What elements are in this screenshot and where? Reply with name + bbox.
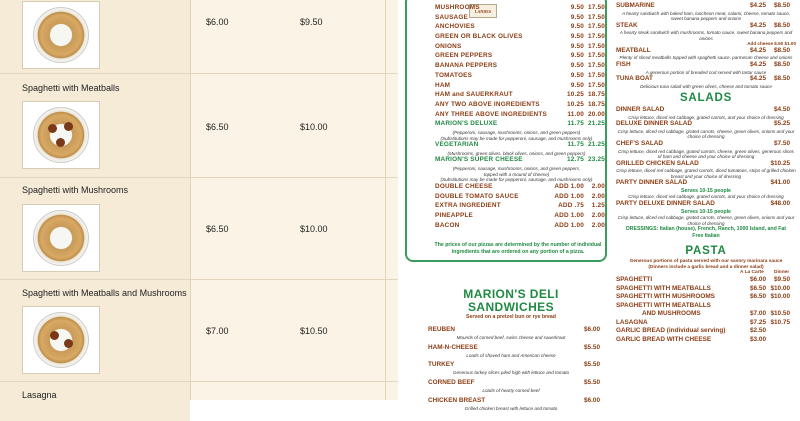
- item-description: Crisp lettuce, diced red cabbage, grated carrots, cheese, green olives, onions and your choice of dressing: [617, 215, 795, 226]
- name-cell: [0, 382, 190, 421]
- menu-item: TOMATOES 9.50 17.50: [435, 71, 605, 79]
- table-row: [0, 73, 398, 177]
- addon-item: BACON ADD 1.00 2.00: [435, 221, 605, 229]
- table-row: [0, 177, 398, 279]
- sub-item: FISH $4.25 $8.50: [616, 61, 790, 69]
- addon-item: DOUBLE CHEESE ADD 1.00 2.00: [435, 182, 605, 190]
- spaghetti-photo[interactable]: [22, 1, 100, 69]
- pasta-item: SPAGHETTI WITH MUSHROOMS $6.50 $10.00: [616, 293, 790, 301]
- item-description: Delicious tuna salad with green olives, cheese and tomato sauce: [640, 83, 772, 89]
- sub-item: STEAK $4.25 $8.50: [616, 21, 790, 29]
- addon-item: EXTRA INGREDIENT ADD .75 1.25: [435, 202, 605, 210]
- menu-item: ANCHOVIES 9.50 17.50: [435, 23, 605, 31]
- item-description: Mounds of corned beef, swiss cheese and sauerkraut: [456, 335, 566, 340]
- menu-item-super-cheese: MARION'S SUPER CHEESE 12.75 23.25: [435, 156, 605, 164]
- dish-icon: [33, 7, 89, 63]
- menu-image: [400, 0, 800, 411]
- dish-icon: [33, 210, 89, 266]
- sub-item: MEATBALL $4.25 $8.50: [616, 46, 790, 54]
- item-description: (Pepperoni, sausage, mushrooms, onions, and green peppers): [452, 129, 581, 135]
- table-row: [0, 381, 398, 421]
- menu-item: ONIONS 9.50 17.50: [435, 42, 605, 50]
- logo: LANDES: [469, 4, 497, 18]
- salad-item: DELUXE DINNER SALAD $5.25: [616, 120, 790, 128]
- item-name: Spaghetti with Meatballs: [22, 83, 120, 93]
- addon-item: PINEAPPLE ADD 1.00 2.00: [435, 211, 605, 219]
- pasta-item: LASAGNA $7.25 $10.75: [616, 318, 790, 326]
- item-description: Loads of hearty corned beef: [482, 388, 540, 394]
- item-description: (Pepperoni, sausage, mushrooms, onions, and green peppers,: [452, 166, 581, 172]
- menu-item: ANY THREE ABOVE INGREDIENTS 11.00 20.00: [435, 110, 605, 118]
- deli-subtitle: Served on a pretzel bun or rye bread: [466, 314, 556, 320]
- item-description: A hearty steak sandwich with mushrooms, tomato sauce, sweet banana peppers and onions: [619, 30, 793, 41]
- table-row: [0, 0, 398, 73]
- item-description: topped with a mound of cheese): [483, 171, 550, 177]
- menu-item: BANANA PEPPERS 9.50 17.50: [435, 62, 605, 70]
- pasta-item: GARLIC BREAD (individual serving) $2.50: [616, 327, 766, 335]
- salad-item: CHEF'S SALAD $7.50: [616, 140, 790, 148]
- item-name: Lasagna: [22, 390, 57, 400]
- right-column: [614, 0, 800, 400]
- salad-item: GRILLED CHICKEN SALAD $10.25: [616, 159, 790, 167]
- spaghetti-meatballs-photo[interactable]: [22, 101, 100, 169]
- deli-item: CORNED BEEF $5.50: [428, 379, 600, 387]
- item-extra: Add cheese $.50 $1.00: [747, 41, 796, 47]
- spaghetti-mushrooms-photo[interactable]: [22, 204, 100, 272]
- price-large: $9.50: [300, 17, 323, 27]
- deli-section: [422, 288, 600, 414]
- item-description: Generous turkey slices piled high with lettuce and tomato: [452, 370, 570, 376]
- serves-note: Serves 10-15 people: [681, 187, 731, 194]
- item-name: Spaghetti with Meatballs and Mushrooms: [22, 288, 187, 298]
- table-row: [0, 279, 398, 381]
- item-description: Crisp lettuce, diced red cabbage, grated carrots, cheese, green olives, generous slices of ham and cheese and your choice of dressing: [618, 148, 794, 160]
- pasta-column-headers: A La Carte Dinner: [740, 270, 790, 276]
- price-large: $10.00: [300, 122, 328, 132]
- salad-item: DINNER SALAD $4.50: [616, 106, 790, 114]
- menu-table: [0, 0, 398, 400]
- item-description: Crisp lettuce, diced red cabbage, grated carrots, and your choice of dressing: [628, 194, 784, 200]
- pasta-subtitle: Generous portions of pasta served with our savory marinara sauce: [629, 259, 783, 265]
- item-description: (Substitutions may be made for pepperoni, sausage, and mushrooms only): [440, 135, 593, 141]
- item-description: Loads of shaved ham and American cheese: [466, 352, 556, 358]
- serves-note: Serves 10-15 people: [681, 208, 731, 215]
- price-large: $10.00: [300, 224, 328, 234]
- price-small: $7.00: [206, 326, 229, 336]
- deli-title-line1: MARION'S DELI: [463, 287, 559, 301]
- item-name: Spaghetti with Mushrooms: [22, 185, 129, 195]
- salad-item: PARTY DELUXE DINNER SALAD $48.00: [616, 200, 790, 207]
- dressings-note: DRESSINGS: Italian (house), French, Ranch, 1000 Island, and Fat Free Italian: [626, 226, 786, 239]
- menu-item-vegetarian: VEGETARIAN 11.75 21.25: [435, 141, 605, 149]
- pasta-item: SPAGHETTI WITH MEATBALLS $6.50 $10.00: [616, 284, 790, 292]
- sub-item: SUBMARINE $4.25 $8.50: [616, 2, 790, 9]
- spaghetti-meatballs-mushrooms-photo[interactable]: [22, 306, 100, 374]
- price-small: $6.50: [206, 122, 229, 132]
- pasta-item: AND MUSHROOMS $7.00 $10.50: [642, 310, 790, 318]
- item-description: Grilled chicken breast with lettuce and tomato: [464, 405, 558, 411]
- pasta-item: GARLIC BREAD WITH CHEESE $3.00: [616, 335, 766, 343]
- item-description: (Mushrooms, green olives, black olives, onions, and green peppers): [447, 150, 586, 156]
- pasta-item: SPAGHETTI WITH MEATBALLS: [616, 301, 711, 309]
- deli-item: CHICKEN BREAST $6.00: [428, 396, 600, 404]
- menu-item: SAUSAGE 9.50 17.50: [435, 13, 605, 21]
- deli-item: HAM-N-CHEESE $5.50: [428, 343, 600, 351]
- deli-item: TURKEY $5.50: [428, 361, 600, 369]
- salads-title: SALADS: [679, 92, 733, 105]
- item-description: (Substitutions may be made for pepperoni, sausage, and mushrooms only): [440, 177, 593, 183]
- dish-icon: [33, 107, 89, 163]
- menu-item: GREEN OR BLACK OLIVES 9.50 17.50: [435, 33, 605, 41]
- item-description: Crisp lettuce, diced red cabbage, grated carrots, cheese, green olives, onions and your choice of dressing: [617, 128, 795, 140]
- sub-item: TUNA BOAT $4.25 $8.50: [616, 75, 790, 83]
- menu-item-deluxe: MARION'S DELUXE 11.75 21.25: [435, 120, 605, 128]
- menu-item: MUSHROOMS 9.50 17.50: [435, 4, 605, 11]
- menu-item: ANY TWO ABOVE INGREDIENTS 10.25 18.75: [435, 100, 605, 108]
- price-small: $6.50: [206, 224, 229, 234]
- pizza-box: [405, 0, 607, 262]
- price-small: $6.00: [206, 17, 229, 27]
- menu-item: GREEN PEPPERS 9.50 17.50: [435, 52, 605, 60]
- item-description: Plenty of sliced meatballs topped with spaghetti sauce, parmesan cheese and onions: [619, 55, 793, 61]
- item-description: A generous portion of breaded cod served with tartar sauce: [645, 69, 767, 75]
- item-description: Crisp lettuce, diced red cabbage, grated carrots, and your choice of dressing: [628, 114, 784, 120]
- pasta-subtitle-note: (Dinners include a garlic bread and a dinner salad): [648, 264, 764, 270]
- menu-item: HAM 9.50 17.50: [435, 81, 605, 89]
- deli-title-line2: SANDWICHES: [467, 299, 554, 314]
- pizza-pricing-note: The prices of our pizzas are determined by the number of individual ingredients that are ordered on any portion of a pizza.: [434, 242, 602, 255]
- addon-item: DOUBLE TOMATO SAUCE ADD 1.00 2.00: [435, 192, 605, 200]
- item-description: A hearty sandwich with baked ham, luncheon meat, salami, cheese, tomato sauce, sweet banana peppers and onions: [621, 10, 791, 22]
- salad-item: PARTY DINNER SALAD $41.00: [616, 179, 790, 187]
- pasta-title: PASTA: [685, 245, 727, 258]
- item-description: Crisp lettuce, diced red cabbage, grated carrots, diced tomatoes, strips of grilled chicken breast and your choice of dressing: [616, 168, 796, 179]
- deli-item: REUBEN $6.00: [428, 326, 600, 333]
- pasta-item: SPAGHETTI $6.00 $9.50: [616, 276, 790, 284]
- dish-icon: [33, 312, 89, 368]
- price-large: $10.50: [300, 326, 328, 336]
- menu-item: HAM and SAUERKRAUT 10.25 18.75: [435, 91, 605, 99]
